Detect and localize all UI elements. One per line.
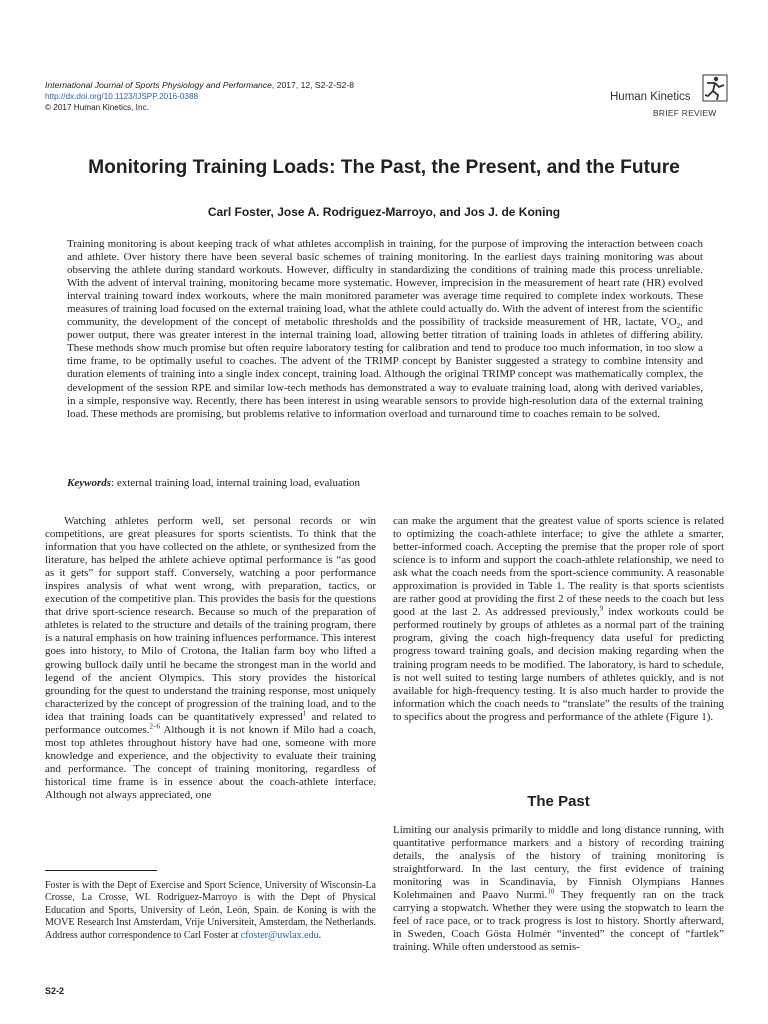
body-paragraph bbox=[393, 824, 724, 954]
footnote-divider bbox=[45, 870, 157, 871]
body-text: and related to performance outcomes. bbox=[45, 710, 376, 736]
author-email-link[interactable]: cfoster@uwlax.edu bbox=[240, 929, 319, 941]
body-text: Watching athletes perform well, set personal records or win competitions, are great pleasures for sports scientists. To think that the information that you have collected on the athlete, or synthesized from the literature, has helped the athlete achieve optimal performance is “as good as it gets” for support staff. Conversely, watching a poor performance inspires analysis of what went wrong, with preparation, tactics, or execution of the competitive plan. This provides the basis for the questions that drive sport-science research. Because so much of the preparation of athletes is related to the structure and details of the training program, there is a natural emphasis on how training influences performance. This interest goes into history, to Milo of Crotona, the Italian farm boy who lifted a growing bullock daily until he became the strongest man in the world and legend of the ancient Olympics. This story provides the historical grounding for the quest to understand the training response, most uniquely characterized by the concept of progression of the training load, and to the idea that training loads can be quantitatively expressed bbox=[45, 515, 376, 723]
body-paragraph bbox=[45, 515, 376, 802]
keywords-label: Keywords bbox=[67, 477, 111, 489]
citation-ref[interactable]: 10 bbox=[547, 887, 555, 896]
journal-header bbox=[45, 80, 565, 113]
body-text: Although it is not known if Milo had a coach, most top athletes throughout history have had one, someone with more knowledge and experience, and the objectivity to evaluate their training and performance. The concept of training monitoring, regardless of historical time frame is in essence about the coach-athlete interface. Although not always appreciated, one bbox=[45, 723, 376, 801]
article-type-label: BRIEF REVIEW bbox=[653, 108, 717, 118]
body-text: index workouts could be performed routinely by groups of athletes as a normal part of the training program, giving the coach high-frequency data useful for predicting progress toward training goals, and decision making regarding when the training program needs to be modified. The laboratory, is hard to schedule, is not well suited to testing large numbers of athletes quickly, and is not available for high-frequency testing. It is also much harder to provide the information which the coach needs to “translate” the results of the training to specifics about the progress and performance of the athlete (Figure 1). bbox=[393, 606, 724, 723]
body-column-left bbox=[45, 515, 376, 802]
abstract bbox=[67, 238, 703, 421]
body-column-right bbox=[393, 515, 724, 724]
body-text: They frequently ran on the track carrying a stopwatch. Whether they were using the stopwatch to learn the feel of race pace, or to track progress is lost to history. Shortly afterward, in Sweden, Coach Gösta Holmér “invented” the concept of “fartlek” training. While often understood as semis- bbox=[393, 889, 725, 954]
citation-ref[interactable]: 1 bbox=[302, 709, 307, 718]
abstract-subscript: 2 bbox=[676, 322, 681, 331]
copyright-notice: © 2017 Human Kinetics, Inc. bbox=[45, 103, 149, 112]
keywords-colon: : bbox=[111, 477, 115, 489]
body-text: Limiting our analysis primarily to middle and long distance running, with quantitative performance markers and a history of recording training details, the analysis of the history of training monitoring is straightforward. In the last century, the first evidence of training monitoring was in Scandinavia, by Finnish Olympians Hannes Kolehmainen and Paavo Nurmi. bbox=[393, 824, 724, 902]
footnote-text: Foster is with the Dept of Exercise and Sport Science, University of Wisconsin-La Crosse, La Crosse, WI. Rodriguez-Marroyo is with the Dept of Physical Education and Sports, University of León, León, Spain. de Koning is with the MOVE Research Inst Amsterdam, Vrije Universiteit, Amsterdam, the Netherlands. Address author correspondence to Carl Foster at bbox=[45, 880, 376, 941]
citation-ref[interactable]: 2–6 bbox=[149, 722, 161, 731]
abstract-text-2: , and power output, there was greater interest in the internal training load, allowing better titration of training loads in athletes of differing ability. These methods show much promise but often require laboratory testing for calibration and tend to produce too much information, in too slow a time frame, to be optimally useful to coaches. The advent of the TRIMP concept by Banister suggested a strategy to combine intensity and duration elements of training into a single index concept, training load. Although the original TRIMP concept was mathematically complex, the development of the session RPE and similar low-tech methods has demonstrated a way to evaluate training load, along with derived variables, in a simple, responsive way. Recently, there has been interest in using wearable sensors to provide high-resolution data of the external training load. These methods are promising, but problems relative to information overload and turnaround time to coaches remain to be solved. bbox=[67, 316, 703, 420]
keywords bbox=[67, 477, 703, 489]
author-affiliation-footnote bbox=[45, 880, 376, 942]
doi-link[interactable]: http://dx.doi.org/10.1123/IJSPP.2016-0388 bbox=[45, 92, 199, 101]
page-number: S2-2 bbox=[45, 986, 65, 996]
publisher-name: Human Kinetics bbox=[610, 91, 691, 103]
keywords-list: external training load, internal training load, evaluation bbox=[114, 477, 360, 489]
journal-name: International Journal of Sports Physiology and Performance bbox=[45, 80, 272, 90]
abstract-text-1: Training monitoring is about keeping track of what athletes accomplish in training, for the purpose of improving the interaction between coach and athlete. Over history there have been several basic schemes of training monitoring. In the earliest days training monitoring was about observing the athlete during standard workouts. However, difficulty in standardizing the conditions of training made this process unreliable. With the advent of interval training, monitoring became more systematic. However, imprecision in the measurement of heart rate (HR) evolved interval training toward index workouts, where the main monitored parameter was average time required to complete index workouts. These measures of training load focused on the external training load, what the athlete could actually do. With the advent of interest from the scientific community, the development of the concept of metabolic thresholds and the possibility of trackside measurement of HR, lactate, VO bbox=[67, 238, 703, 329]
body-text: can make the argument that the greatest value of sports science is related to optimizing the coach-athlete interface; to give the athlete a smarter, better-informed coach. Accepting the premise that the proper role of sport science is to inform and support the coach-athlete relationship, we need to ask what the coach needs from the sport-science community. A reasonable approximation is provided in Table 1. The reality is that sports scientists are rather good at providing the first 2 of these needs to the coach but less good at the last 2. As addressed previously, bbox=[393, 515, 724, 619]
journal-citation bbox=[45, 80, 565, 91]
footnote-end: . bbox=[318, 929, 322, 941]
publisher-block bbox=[610, 74, 728, 118]
article-authors: Carl Foster, Jose A. Rodriguez-Marroyo, and Jos J. de Koning bbox=[207, 205, 561, 219]
body-paragraph bbox=[393, 515, 724, 724]
citation-ref[interactable]: 9 bbox=[599, 604, 604, 613]
section-past-body bbox=[393, 824, 724, 954]
human-kinetics-logo-icon bbox=[702, 74, 728, 102]
article-title: Monitoring Training Loads: The Past, the Present, and the Future bbox=[88, 157, 680, 178]
journal-volume-pages: , 2017, 12, S2-2-S2-8 bbox=[271, 80, 355, 90]
section-heading-past: The Past bbox=[527, 793, 590, 810]
